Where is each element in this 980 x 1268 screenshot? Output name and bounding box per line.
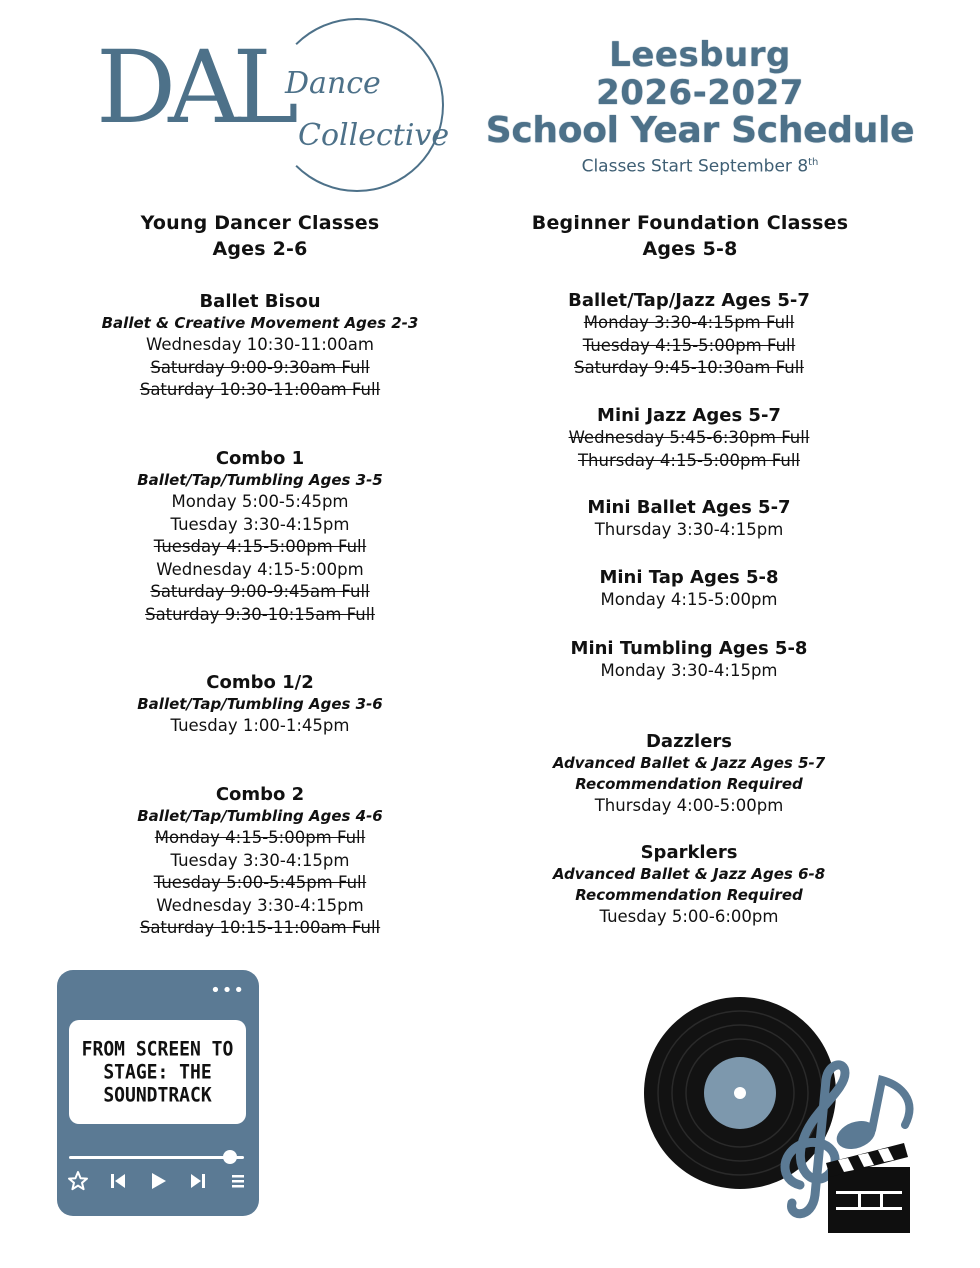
beginner-heading xyxy=(500,210,880,262)
class-mini-ballet xyxy=(479,497,899,542)
music-decoration xyxy=(640,995,940,1240)
class-time-full: Monday 4:15-5:00pm Full xyxy=(154,828,366,847)
class-name: Combo 2 xyxy=(215,784,305,805)
class-desc: Advanced Ballet & Jazz Ages 5-7 xyxy=(552,754,826,772)
class-time-full: Saturday 9:00-9:30am Full xyxy=(150,357,370,377)
music-player-graphic xyxy=(57,970,259,1216)
class-desc: Ballet/Tap/Tumbling Ages 4-6 xyxy=(137,807,383,825)
class-time: Monday 5:00-5:45pm xyxy=(171,492,349,511)
class-name: Ballet/Tap/Jazz Ages 5-7 xyxy=(568,290,810,311)
title-year: 2026-2027 xyxy=(596,73,804,113)
class-time-full: Saturday 9:00-9:45am Full xyxy=(150,582,370,601)
class-time: Wednesday 3:30-4:15pm xyxy=(156,895,364,915)
class-time: Tuesday 5:00-6:00pm xyxy=(599,907,779,926)
class-time: Wednesday 4:15-5:00pm xyxy=(156,559,364,579)
class-time-full: Tuesday 5:00-5:45pm Full xyxy=(153,873,367,892)
class-time-full: Saturday 10:15-11:00am Full xyxy=(139,918,381,937)
start-date xyxy=(470,152,930,178)
young-dancer-title: Young Dancer Classes xyxy=(140,212,380,234)
beginner-title: Beginner Foundation Classes xyxy=(531,212,849,234)
music-note-icon xyxy=(833,1080,910,1154)
progress-knob xyxy=(223,1150,237,1164)
class-desc: Ballet & Creative Movement Ages 2-3 xyxy=(101,314,419,332)
class-time-full: Tuesday 4:15-5:00pm Full xyxy=(582,335,796,355)
page-title xyxy=(470,36,930,178)
class-desc: Ballet/Tap/Tumbling Ages 3-6 xyxy=(137,695,383,713)
start-date-suffix: th xyxy=(808,157,819,168)
class-desc: Advanced Ballet & Jazz Ages 6-8 xyxy=(552,865,826,883)
more-options-icon: ••• xyxy=(210,980,245,1001)
class-time: Tuesday 1:00-1:45pm xyxy=(170,716,350,735)
class-name: Mini Tap Ages 5-8 xyxy=(599,567,779,588)
class-time-full: Monday 3:30-4:15pm Full xyxy=(583,313,795,332)
class-combo-1-2 xyxy=(50,672,470,738)
title-schedule: School Year Schedule xyxy=(485,110,915,151)
star-icon xyxy=(67,1170,89,1192)
class-ballet-bisou xyxy=(50,291,470,402)
play-icon xyxy=(147,1170,169,1192)
class-name: Mini Tumbling Ages 5-8 xyxy=(570,638,808,659)
class-mini-tap xyxy=(479,567,899,612)
title-location: Leesburg xyxy=(609,35,791,75)
class-time: Thursday 4:00-5:00pm xyxy=(594,796,784,815)
logo-script-dance: Dance xyxy=(285,66,381,101)
class-time: Tuesday 3:30-4:15pm xyxy=(170,850,350,870)
previous-icon xyxy=(107,1170,129,1192)
start-date-text: Classes Start September 8 xyxy=(581,156,809,177)
class-time: Tuesday 3:30-4:15pm xyxy=(170,514,350,534)
class-name: Sparklers xyxy=(640,842,738,863)
class-name: Mini Jazz Ages 5-7 xyxy=(597,405,781,426)
menu-icon xyxy=(227,1170,249,1192)
player-screen xyxy=(69,1020,246,1124)
class-mini-tumbling xyxy=(479,638,899,683)
class-name: Ballet Bisou xyxy=(199,291,321,312)
class-desc: Ballet/Tap/Tumbling Ages 3-5 xyxy=(137,471,383,489)
class-time: Thursday 3:30-4:15pm xyxy=(594,520,784,539)
logo-mark: DAL xyxy=(96,29,291,146)
next-icon xyxy=(187,1170,209,1192)
young-dancer-heading xyxy=(100,210,420,262)
class-requirement: Recommendation Required xyxy=(575,775,803,793)
class-combo-2 xyxy=(50,784,470,940)
class-name: Mini Ballet Ages 5-7 xyxy=(587,497,791,518)
class-time: Monday 3:30-4:15pm xyxy=(600,661,778,680)
vinyl-record-icon xyxy=(644,997,836,1189)
class-name: Dazzlers xyxy=(645,731,732,752)
class-time-full: Saturday 10:30-11:00am Full xyxy=(139,380,381,399)
player-title: FROM SCREEN TO STAGE: THE SOUNDTRACK xyxy=(81,1037,234,1107)
young-dancer-ages: Ages 2-6 xyxy=(212,238,308,260)
class-time: Wednesday 10:30-11:00am xyxy=(145,335,374,354)
progress-track xyxy=(69,1156,244,1159)
player-controls xyxy=(67,1170,249,1192)
class-dazzlers xyxy=(479,731,899,818)
class-name: Combo 1/2 xyxy=(206,672,314,693)
class-time-full: Thursday 4:15-5:00pm Full xyxy=(577,450,801,470)
class-ballet-tap-jazz xyxy=(479,290,899,380)
logo-script-collective: Collective xyxy=(298,118,450,153)
class-mini-jazz xyxy=(479,405,899,472)
class-time-full: Tuesday 4:15-5:00pm Full xyxy=(153,537,367,556)
class-sparklers xyxy=(479,842,899,929)
class-time-full: Wednesday 5:45-6:30pm Full xyxy=(568,428,810,447)
class-time-full: Saturday 9:45-10:30am Full xyxy=(574,358,804,377)
logo xyxy=(90,18,450,198)
class-name: Combo 1 xyxy=(215,448,305,469)
class-combo-1 xyxy=(50,448,470,626)
beginner-ages: Ages 5-8 xyxy=(642,238,738,260)
logo-circle xyxy=(270,18,444,192)
class-time-full: Saturday 9:30-10:15am Full xyxy=(145,604,375,624)
class-time: Monday 4:15-5:00pm xyxy=(600,590,778,609)
class-requirement: Recommendation Required xyxy=(575,886,803,904)
